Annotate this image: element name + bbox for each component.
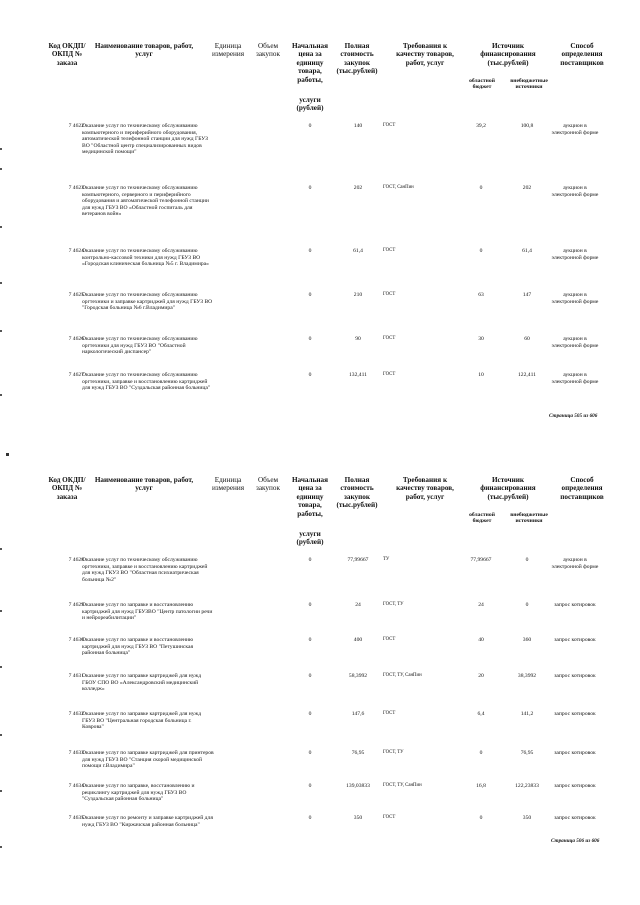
regional-budget: 0 — [479, 185, 483, 191]
total-cost: 350 — [353, 815, 363, 821]
quality-requirements: ТУ — [383, 557, 390, 562]
extra-budget: 141,2 — [520, 711, 534, 717]
header-cost: Полная стоимость закупок (тыс.рублей) — [336, 42, 378, 76]
extra-budget: 61,4 — [522, 248, 532, 254]
item-name: Оказание услуг по заправке картриджей для нужд ГБОУ СПО ВО «Александровский медицинский колледж» — [82, 673, 202, 693]
regional-budget: 0 — [479, 750, 483, 756]
order-code: 7 4626 — [68, 336, 84, 342]
header-price: Начальная цена за единицу товара, работы, — [291, 42, 329, 84]
procurement-method: аукцион в электронной форме — [551, 248, 599, 261]
total-cost: 202 — [353, 185, 363, 191]
quality-requirements: ГОСТ — [383, 637, 396, 642]
header-volume: Объем закупок — [256, 42, 280, 59]
extra-budget: 76,95 — [520, 750, 534, 756]
item-name: Оказание услуг по техническому обслуживанию оргтехники для нужд ГБУЗ ВО "Областной наркологический диспансер" — [82, 336, 198, 356]
total-cost: 140 — [353, 123, 363, 129]
procurement-method: запрос котировок — [554, 750, 596, 756]
order-code: 7 4632 — [68, 711, 84, 717]
order-code: 7 4630 — [68, 637, 84, 643]
procurement-method: аукцион в электронной форме — [551, 185, 599, 198]
unit-price: 0 — [308, 637, 312, 643]
scan-dot-mark — [6, 453, 9, 456]
regional-budget: 39,2 — [476, 123, 486, 129]
quality-requirements: ГОСТ — [383, 336, 396, 341]
extra-budget: 100,8 — [520, 123, 534, 129]
header-unit: Единица измерения — [211, 476, 245, 493]
regional-budget: 63 — [478, 292, 484, 298]
item-name: Оказание услуг по техническому обслуживанию оргтехники и заправке картриджей для нужд ГБУЗ ВО "Городская больница №6 г.Владимира" — [82, 292, 213, 312]
quality-requirements: ГОСТ, ТУ — [383, 602, 404, 607]
procurement-method: запрос котировок — [554, 637, 596, 643]
total-cost: 90 — [355, 336, 361, 342]
quality-requirements: ГОСТ, ТУ, СанПин — [383, 673, 422, 678]
header-method: Способ определения поставщиков — [560, 42, 604, 67]
header-source: Источник финансирования (тыс.рублей) — [480, 42, 536, 67]
header-source-regional: областной бюджет — [469, 78, 495, 91]
quality-requirements: ГОСТ, ТУ — [383, 750, 404, 755]
total-cost: 139,03833 — [346, 783, 370, 789]
extra-budget: 360 — [522, 637, 532, 643]
header-price-services: услуги (рублей) — [296, 530, 324, 547]
regional-budget: 30 — [478, 336, 484, 342]
header-source: Источник финансирования (тыс.рублей) — [480, 476, 536, 501]
unit-price: 0 — [308, 372, 312, 378]
regional-budget: 24 — [478, 602, 484, 608]
quality-requirements: ГОСТ — [383, 372, 396, 377]
page-number-footer: Страница 506 из 606 — [551, 838, 600, 844]
header-requirements: Требования к качеству товаров, работ, услуг — [396, 42, 454, 67]
header-source-regional: областной бюджет — [469, 512, 495, 525]
order-code: 7 4624 — [68, 248, 84, 254]
order-code: 7 4631 — [68, 673, 84, 679]
procurement-method: аукцион в электронной форме — [551, 292, 599, 305]
item-name: Оказание услуг по ремонту и заправке картриджей для нужд ГБУЗ ВО "Киржачская районная больница" — [82, 815, 213, 828]
quality-requirements: ГОСТ, ТУ, СанПин — [383, 783, 422, 788]
total-cost: 61,4 — [353, 248, 363, 254]
extra-budget: 122,23833 — [515, 783, 539, 789]
quality-requirements: ГОСТ — [383, 123, 396, 128]
item-name: Оказание услуг по заправке и восстановлению картриджей для нужд ГБУЗВО "Центр патологии речи и нейрореабилитации" — [82, 602, 213, 622]
total-cost: 58,3992 — [348, 673, 368, 679]
item-name: Оказание услуг по техническому обслуживанию компьютерного, серверного и периферийного оборудования и автоматической телефонной станции для нужд ГБУЗ ВО «Областной госпиталь для ветеранов войн» — [82, 185, 209, 218]
procurement-method: запрос котировок — [554, 815, 596, 821]
regional-budget: 6,4 — [477, 711, 485, 717]
item-name: Оказание услуг по техническому обслуживанию оргтехники, заправке и восстановлению картриджей для нужд ГКУЗ ВО "Областная психиатрическая больница №2" — [82, 557, 208, 583]
order-code: 7 4622 — [68, 123, 84, 129]
regional-budget: 40 — [478, 637, 484, 643]
extra-budget: 350 — [522, 815, 532, 821]
item-name: Оказание услуг по заправке и восстановлению картриджей для нужд ГБУЗ ВО "Петушинская районная больница" — [82, 637, 194, 657]
unit-price: 0 — [308, 557, 312, 563]
unit-price: 0 — [308, 783, 312, 789]
total-cost: 132,411 — [349, 372, 367, 378]
regional-budget: 10 — [478, 372, 484, 378]
procurement-method: аукцион в электронной форме — [551, 372, 599, 385]
procurement-method: аукцион в электронной форме — [551, 336, 599, 349]
header-unit: Единица измерения — [211, 42, 245, 59]
quality-requirements: ГОСТ, СанПин — [383, 185, 414, 190]
order-code: 7 4627 — [68, 372, 84, 378]
header-name: Наименование товаров, работ, услуг — [94, 476, 194, 493]
unit-price: 0 — [308, 336, 312, 342]
header-cost: Полная стоимость закупок (тыс.рублей) — [336, 476, 378, 510]
unit-price: 0 — [308, 815, 312, 821]
item-name: Оказание услуг по заправке картриджей для принтеров для нужд ГБУЗ ВО "Станция скорой медицинской помощи г.Владимира" — [82, 750, 214, 770]
unit-price: 0 — [308, 185, 312, 191]
extra-budget: 0 — [525, 602, 529, 608]
order-code: 7 4633 — [68, 750, 84, 756]
procurement-method: запрос котировок — [554, 711, 596, 717]
unit-price: 0 — [308, 123, 312, 129]
item-name: Оказание услуг по заправке, восстановлению и рециклингу картриджей для нужд ГБУЗ ВО "Суздальская районная больница" — [82, 783, 195, 803]
total-cost: 210 — [353, 292, 363, 298]
header-volume: Объем закупок — [256, 476, 280, 493]
order-code: 7 4635 — [68, 815, 84, 821]
quality-requirements: ГОСТ — [383, 248, 396, 253]
total-cost: 147,6 — [351, 711, 365, 717]
regional-budget: 0 — [479, 248, 483, 254]
total-cost: 24 — [355, 602, 361, 608]
document-page-505 — [0, 0, 640, 452]
order-code: 7 4629 — [68, 602, 84, 608]
regional-budget: 77,99667 — [470, 557, 492, 563]
item-name: Оказание услуг по техническому обслуживанию контрольно-кассовой техники для нужд ГБУЗ ВО «Городская клиническая больница №5 г. Владимира» — [82, 248, 209, 268]
order-code: 7 4628 — [68, 557, 84, 563]
procurement-method: аукцион в электронной форме — [551, 557, 599, 570]
header-code: Код ОКДП/ ОКПД № заказа — [48, 42, 86, 67]
unit-price: 0 — [308, 711, 312, 717]
extra-budget: 202 — [522, 185, 532, 191]
procurement-method: запрос котировок — [554, 602, 596, 608]
unit-price: 0 — [308, 248, 312, 254]
header-source-extra: внебюджетные источники — [510, 78, 548, 91]
document-page-506 — [0, 465, 640, 905]
extra-budget: 38,3992 — [517, 673, 537, 679]
regional-budget: 20 — [478, 673, 484, 679]
extra-budget: 60 — [524, 336, 530, 342]
header-requirements: Требования к качеству товаров, работ, услуг — [396, 476, 454, 501]
header-price-services: услуги (рублей) — [296, 96, 324, 113]
order-code: 7 4625 — [68, 292, 84, 298]
regional-budget: 16,8 — [476, 783, 486, 789]
page-number-footer: Страница 505 из 606 — [549, 413, 598, 419]
procurement-method: запрос котировок — [554, 673, 596, 679]
order-code: 7 4623 — [68, 185, 84, 191]
header-source-extra: внебюджетные источники — [510, 512, 548, 525]
unit-price: 0 — [308, 673, 312, 679]
extra-budget: 0 — [525, 557, 529, 563]
unit-price: 0 — [308, 292, 312, 298]
item-name: Оказание услуг по техническому обслуживанию оргтехники, заправке и восстановлению картриджей для нужд ГБУЗ ВО "Суздальская районная больница" — [82, 372, 211, 392]
header-method: Способ определения поставщиков — [560, 476, 604, 501]
quality-requirements: ГОСТ — [383, 711, 396, 716]
regional-budget: 0 — [479, 815, 483, 821]
procurement-method: аукцион в электронной форме — [551, 123, 599, 136]
unit-price: 0 — [308, 602, 312, 608]
item-name: Оказание услуг по заправке картриджей для нужд ГБУЗ ВО "Центральная городская больница г. Коврова" — [82, 711, 202, 731]
total-cost: 76,95 — [351, 750, 365, 756]
quality-requirements: ГОСТ — [383, 292, 396, 297]
extra-budget: 122,411 — [518, 372, 536, 378]
quality-requirements: ГОСТ — [383, 815, 396, 820]
total-cost: 400 — [353, 637, 363, 643]
order-code: 7 4634 — [68, 783, 84, 789]
extra-budget: 147 — [522, 292, 532, 298]
header-code: Код ОКДП/ ОКПД № заказа — [48, 476, 86, 501]
item-name: Оказание услуг по техническому обслуживанию компьютерного и периферийного оборудования, автоматической телефонной станции для нужд ГБУЗ ВО "Областной центр специализированных видов медицинской помощи" — [82, 123, 208, 156]
total-cost: 77,99667 — [347, 557, 369, 563]
procurement-method: запрос котировок — [554, 783, 596, 789]
header-price: Начальная цена за единицу товара, работы, — [291, 476, 329, 518]
unit-price: 0 — [308, 750, 312, 756]
header-name: Наименование товаров, работ, услуг — [94, 42, 194, 59]
